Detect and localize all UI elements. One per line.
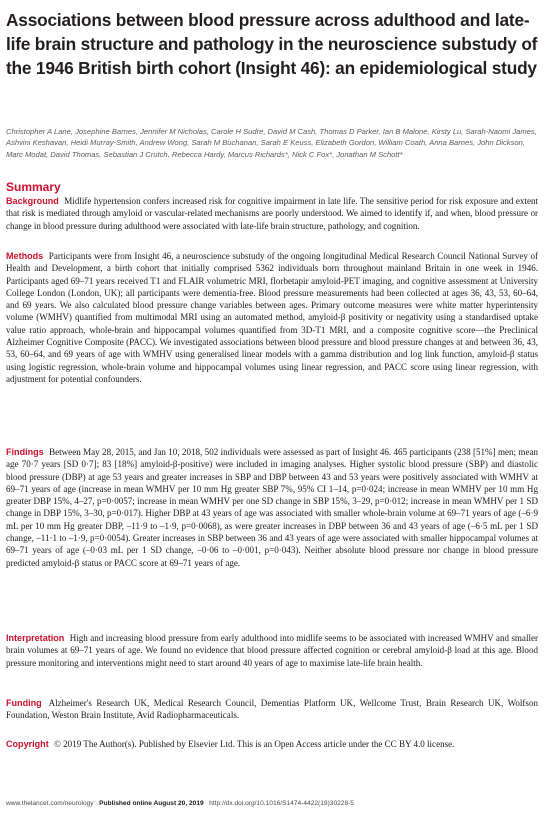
funding-text: Alzheimer's Research UK, Medical Research Council, Dementias Platform UK, Wellcome Trust, Brain Research UK, Wolfson Foundation, Weston Brain Institute, Avid Radiopharmaceuticals.	[6, 698, 538, 721]
methods-paragraph	[6, 250, 538, 385]
footer-doi-link[interactable]: http://dx.doi.org/10.1016/S1474-4422(19)30228-5	[209, 800, 354, 807]
funding-paragraph	[6, 697, 538, 722]
copyright-label: Copyright	[6, 739, 49, 749]
background-text: Midlife hypertension confers increased risk for cognitive impairment in late life. The sensitive period for risk exposure and extent that risk is mediated through amyloid or vascular-related mechanisms are poorly understood. We aimed to identify if, and when, blood pressure or change in blood pressure during adulthood were associated with late-life brain structure, pathology, and cognition.	[6, 196, 538, 231]
footer-published: Published online August 20, 2019	[99, 800, 204, 807]
background-paragraph	[6, 195, 538, 232]
copyright-paragraph	[6, 738, 538, 750]
findings-text: Between May 28, 2015, and Jan 10, 2018, 502 individuals were assessed as part of Insight 46. 465 participants (238 [51%] men; mean age 70·7 years [SD 0·7]; 83 [18%] amyloid-β-positive) were included in imaging analyses. Higher systolic blood pressure (SBP) and diastolic blood pressure (DBP) at age 53 years and greater increases in SBP and DBP between 43 and 53 years were positively associated with WMHV at 69–71 years of age (increase in mean WMHV per 10 mm Hg greater SBP 7%, 95% CI 1–14, p=0·024; increase in mean WMHV per 10 mm Hg greater DBP 15%, 4–27, p=0·0057; increase in mean WMHV per one SD change in SBP 15%, 3–29, p=0·012; increase in mean WMHV per 1 SD change in DBP 15%, 3–30, p=0·017). Higher DBP at 43 years of age was associated with smaller whole-brain volume at 69–71 years of age (–6·9 mL per 10 mm Hg greater DBP, –11·9 to –1·9, p=0·0068), as were greater increases in DBP between 36 and 43 years of age (–6·5 mL per 1 SD change, –11·1 to –1·9, p=0·0054). Greater increases in SBP between 36 and 43 years of age were associated with smaller hippocampal volumes at 69–71 years of age (–0·03 mL per 1 SD change, –0·06 to –0·001, p=0·043). Neither absolute blood pressure nor change in blood pressure predicted amyloid-β status or PACC score at 69–71 years of age.	[6, 447, 539, 568]
methods-text: Participants were from Insight 46, a neuroscience substudy of the ongoing longitudinal Medical Research Council National Survey of Health and Development, a birth cohort that initially comprised 5362 individuals born throughout mainland Britain in one week in 1946. Participants aged 69–71 years received T1 and FLAIR volumetric MRI, florbetapir amyloid-PET imaging, and cognitive assessment at University College London (London, UK); all participants were dementia-free. Blood pressure measurements had been collected at ages 36, 43, 53, 60–64, and 69 years. We also calculated blood pressure change variables between ages. Primary outcome measures were white matter hyperintensity volume (WMHV) quantified from multimodal MRI using an automated method, amyloid-β positivity or negativity using a standardised uptake value ratio approach, whole-brain and hippocampal volumes quantified from 3D-T1 MRI, and a composite cognitive score—the Preclinical Alzheimer Cognitive Composite (PACC). We investigated associations between blood pressure and blood pressure changes at and between 36, 43, 53, 60–64, and 69 years of age with WMHV using generalised linear models with a gamma distribution and log link function, amyloid-β status using logistic regression, whole-brain volume and hippocampal volumes using linear regression, and PACC score using linear regression, with adjustment for potential confounders.	[6, 251, 538, 384]
author-list: Christopher A Lane, Josephine Barnes, Jennifer M Nicholas, Carole H Sudre, David M Cash, Thomas D Parker, Ian B Malone, Kirsty Lu, Sarah-Naomi James, Ashvini Keshavan, Heidi Murray-Smith, Andrew Wong, Sarah M Buchanan, Sarah E Keuss, Elizabeth Gordon, William Coath, Anna Barnes, John Dickson, Marc Modat, David Thomas, Sebastian J Crutch, Rebecca Hardy, Marcus Richards*, Nick C Fox*, Jonathan M Schott*	[6, 127, 537, 159]
footer-site-link[interactable]: www.thelancet.com/neurology	[6, 800, 94, 807]
funding-label: Funding	[6, 698, 42, 708]
findings-paragraph	[6, 446, 538, 569]
interpretation-label: Interpretation	[6, 633, 65, 643]
interpretation-text: High and increasing blood pressure from early adulthood into midlife seems to be associated with increased WMHV and smaller brain volumes at 69–71 years of age. We found no evidence that blood pressure affected cognition or cerebral amyloid-β load at this age. Blood pressure monitoring and interventions might need to start around 40 years of age to maximise late-life brain health.	[6, 633, 539, 668]
page-footer	[6, 800, 538, 807]
methods-label: Methods	[6, 251, 44, 261]
summary-heading: Summary	[6, 180, 61, 194]
article-title: Associations between blood pressure across adulthood and late-life brain structure and pathology in the neuroscience substudy of the 1946 British birth cohort (Insight 46): an epidemiological study	[6, 10, 538, 78]
findings-label: Findings	[6, 447, 44, 457]
background-label: Background	[6, 196, 59, 206]
copyright-text: © 2019 The Author(s). Published by Elsevier Ltd. This is an Open Access article under the CC BY 4.0 license.	[53, 739, 455, 749]
interpretation-paragraph	[6, 632, 538, 669]
